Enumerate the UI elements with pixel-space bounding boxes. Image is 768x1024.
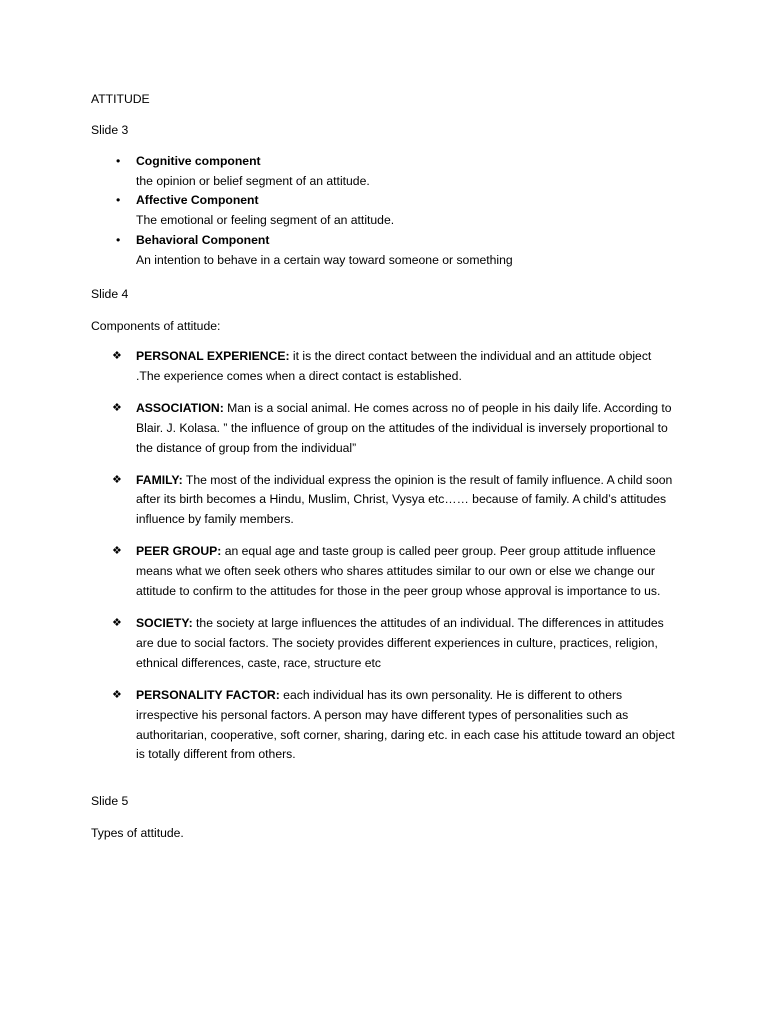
bullet-icon: • bbox=[116, 193, 121, 208]
components-list bbox=[0, 347, 768, 777]
slide-3-label: Slide 3 bbox=[91, 123, 129, 137]
list-item bbox=[0, 399, 676, 459]
component-text: Man is a social animal. He comes across no of people in his daily life. According to Blair. J. Kolasa. ” the influence of group on the attitudes of the individual is inversely proportional to the distance of group from the individual” bbox=[136, 400, 672, 455]
bullet-title: Behavioral Component bbox=[136, 232, 270, 247]
bullet-title: Cognitive component bbox=[136, 154, 261, 168]
component-title: SOCIETY: bbox=[136, 615, 193, 630]
bullet-description: The emotional or feeling segment of an attitude. bbox=[136, 213, 395, 228]
document-title: ATTITUDE bbox=[91, 92, 150, 106]
types-heading: Types of attitude. bbox=[91, 826, 184, 840]
list-item bbox=[0, 191, 768, 230]
slide-3-bullet-list bbox=[0, 152, 768, 270]
list-item bbox=[0, 614, 676, 674]
slide-4-label: Slide 4 bbox=[91, 287, 129, 301]
list-item bbox=[0, 231, 768, 270]
diamond-bullet-icon: ❖ bbox=[112, 350, 122, 362]
list-item bbox=[0, 686, 676, 766]
list-item bbox=[0, 542, 676, 602]
list-item bbox=[0, 471, 676, 531]
components-heading: Components of attitude: bbox=[91, 319, 221, 333]
list-item bbox=[0, 152, 768, 191]
bullet-icon: • bbox=[116, 232, 121, 247]
diamond-bullet-icon: ❖ bbox=[112, 401, 122, 414]
component-text: The most of the individual express the opinion is the result of family influence. A child soon after its birth becomes a Hindu, Muslim, Christ, Vysya etc…… because of family. A child’s attitudes influence by family members. bbox=[136, 472, 673, 527]
bullet-description: the opinion or belief segment of an attitude. bbox=[136, 173, 370, 188]
list-item bbox=[0, 347, 676, 387]
diamond-bullet-icon: ❖ bbox=[112, 473, 122, 486]
slide-5-label: Slide 5 bbox=[91, 794, 129, 808]
component-text: the society at large influences the attitudes of an individual. The differences in attitudes are due to social factors. The society provides different experiences in culture, practices, religion, ethnical differences, caste, race, structure etc bbox=[136, 615, 664, 670]
component-title: PERSONALITY FACTOR: bbox=[136, 687, 280, 702]
component-title: ASSOCIATION: bbox=[136, 400, 224, 415]
component-title: PERSONAL EXPERIENCE: bbox=[136, 349, 290, 363]
bullet-icon: • bbox=[116, 154, 121, 168]
component-text: it is the direct contact between the individual and an attitude object .The experience comes when a direct contact is established. bbox=[136, 349, 652, 383]
bullet-title: Affective Component bbox=[136, 193, 259, 208]
bullet-description: An intention to behave in a certain way toward someone or something bbox=[136, 252, 513, 267]
component-text: each individual has its own personality. He is different to others irrespective his personal factors. A person may have different types of personalities such as authoritarian, cooperative, soft corner, sharing, daring etc. in each case his attitude toward an object is totally different from others. bbox=[136, 687, 675, 762]
diamond-bullet-icon: ❖ bbox=[112, 616, 122, 629]
component-title: PEER GROUP: bbox=[136, 544, 222, 559]
diamond-bullet-icon: ❖ bbox=[112, 688, 122, 701]
diamond-bullet-icon: ❖ bbox=[112, 545, 122, 558]
component-text: an equal age and taste group is called peer group. Peer group attitude influence means what we often seek others who shares attitudes similar to our own or else we change our attitude to confirm to the attitudes for those in the peer group whose approval is importance to us. bbox=[136, 544, 661, 599]
component-title: FAMILY: bbox=[136, 472, 183, 487]
